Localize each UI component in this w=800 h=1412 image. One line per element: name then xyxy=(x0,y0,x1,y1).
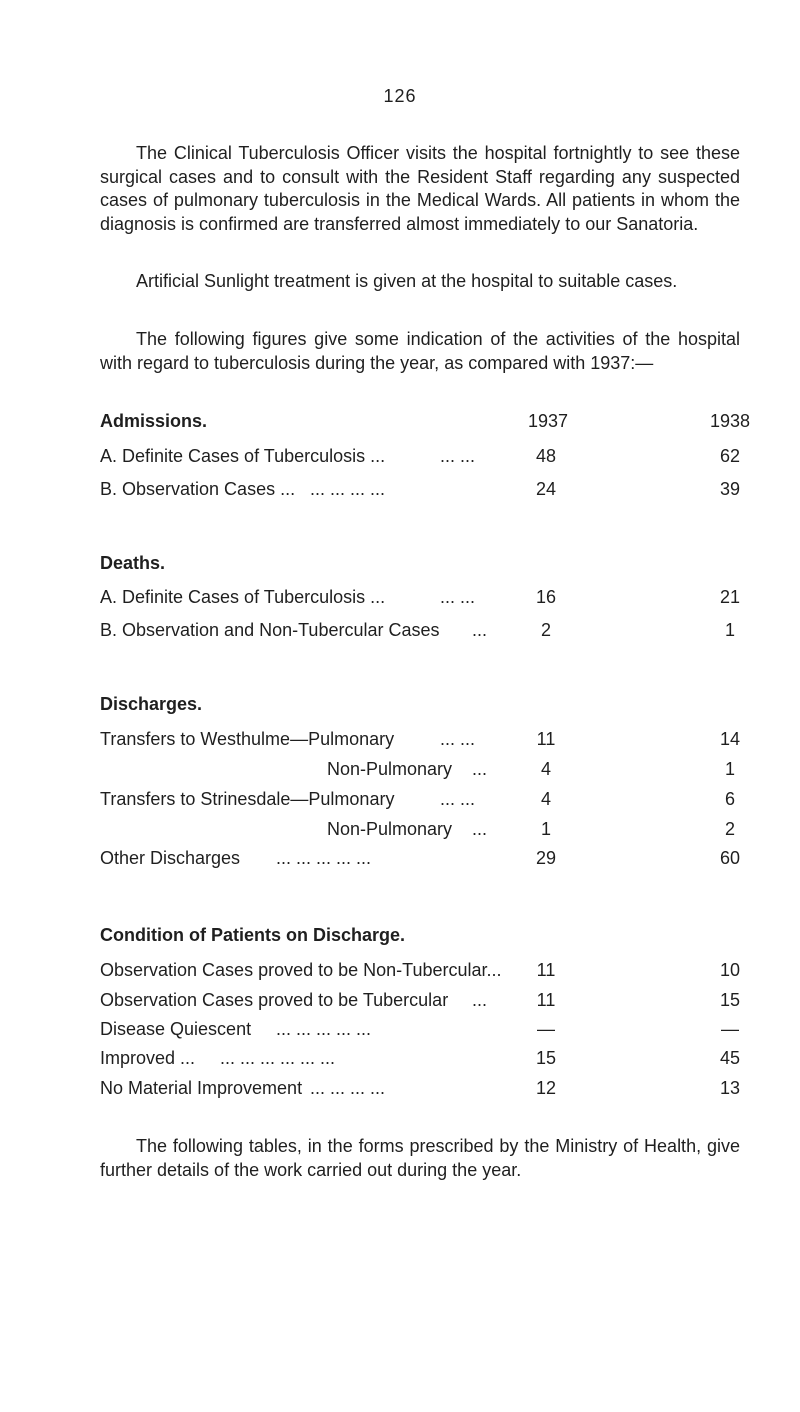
leader-dots: ... ... ... ... ... xyxy=(276,1019,372,1039)
leader-dots: ... ... ... ... xyxy=(310,1078,386,1098)
page-number: 126 xyxy=(383,86,417,106)
condition-row xyxy=(100,1048,760,1072)
value-1938: 60 xyxy=(719,848,741,868)
row-label: Disease Quiescent xyxy=(100,1019,252,1039)
value-1937: 1 xyxy=(540,819,551,839)
deaths-heading: Deaths. xyxy=(100,553,166,573)
value-1937: 24 xyxy=(535,479,557,499)
condition-heading: Condition of Patients on Discharge. xyxy=(100,925,406,945)
paragraph-following-tables: The following tables, in the forms prescribed by the Ministry of Health, give further details of the work carried out during the year. xyxy=(100,1136,740,1180)
paragraph-clinical-officer: The Clinical Tuberculosis Officer visits the hospital fortnightly to see these surgical cases and to consult with the Resident Staff regarding any suspected cases of pulmonary tuberculosis in the Medical Wards. All patients in whom the diagnosis is confirmed are transferred almost immediately to our Sanatoria. xyxy=(100,143,740,234)
value-1938: 21 xyxy=(719,587,741,607)
year-1937-header: 1937 xyxy=(527,411,569,431)
value-1938: 39 xyxy=(719,479,741,499)
value-1937: 11 xyxy=(536,990,556,1010)
leader-dots: ... xyxy=(472,620,488,640)
row-label: B. Observation Cases ... xyxy=(100,479,296,499)
value-1938: 45 xyxy=(719,1048,741,1068)
row-label: No Material Improvement xyxy=(100,1078,303,1098)
value-1938: 13 xyxy=(719,1078,741,1098)
leader-dots: ... xyxy=(472,819,488,839)
paragraph-artificial-sunlight: Artificial Sunlight treatment is given at the hospital to suitable cases. xyxy=(136,271,678,291)
leader-dots: ... ... xyxy=(440,729,476,749)
row-label: B. Observation and Non-Tubercular Cases xyxy=(100,620,440,640)
value-1937: — xyxy=(537,1019,555,1039)
leader-dots: ... xyxy=(472,759,488,779)
value-1937: 2 xyxy=(540,620,551,640)
row-label: A. Definite Cases of Tuberculosis ... xyxy=(100,587,386,607)
value-1937: 12 xyxy=(535,1078,557,1098)
discharges-row xyxy=(100,729,760,753)
leader-dots: ... ... ... ... xyxy=(310,479,386,499)
leader-dots: ... ... ... ... ... xyxy=(276,848,372,868)
value-1937: 15 xyxy=(535,1048,557,1068)
row-label: Observation Cases proved to be Tubercular xyxy=(100,990,449,1010)
admissions-row xyxy=(100,479,760,503)
value-1938: 10 xyxy=(719,960,741,980)
leader-dots: ... ... ... ... ... ... xyxy=(220,1048,336,1068)
leader-dots: ... xyxy=(472,990,488,1010)
value-1938: 15 xyxy=(719,990,741,1010)
value-1938: — xyxy=(721,1019,739,1039)
leader-dots: ... ... xyxy=(440,789,476,809)
value-1937: 16 xyxy=(535,587,557,607)
row-label: Transfers to Strinesdale—Pulmonary xyxy=(100,789,395,809)
paragraph-following-figures: The following figures give some indication of the activities of the hospital with regard to tuberculosis during the year, as compared with 1937:— xyxy=(100,329,740,373)
discharges-row xyxy=(100,789,760,813)
discharges-heading: Discharges. xyxy=(100,694,203,714)
value-1937: 11 xyxy=(536,960,556,980)
row-label: Non-Pulmonary xyxy=(327,759,453,779)
value-1937: 29 xyxy=(535,848,557,868)
leader-dots: ... ... xyxy=(440,587,476,607)
row-label: Improved ... xyxy=(100,1048,196,1068)
deaths-row xyxy=(100,620,760,644)
condition-row xyxy=(100,1019,760,1043)
row-label: Non-Pulmonary xyxy=(327,819,453,839)
admissions-heading: Admissions. xyxy=(100,411,208,431)
value-1938: 2 xyxy=(724,819,735,839)
value-1937: 4 xyxy=(540,759,551,779)
value-1938: 14 xyxy=(719,729,741,749)
value-1937: 11 xyxy=(536,729,556,749)
year-1938-header: 1938 xyxy=(709,411,751,431)
value-1938: 62 xyxy=(719,446,741,466)
row-label: Transfers to Westhulme—Pulmonary xyxy=(100,729,395,749)
value-1937: 48 xyxy=(535,446,557,466)
row-label: Other Discharges xyxy=(100,848,241,868)
discharges-row xyxy=(100,759,760,783)
value-1938: 6 xyxy=(724,789,735,809)
discharges-row xyxy=(100,819,760,843)
condition-row xyxy=(100,960,760,984)
deaths-row xyxy=(100,587,760,611)
value-1937: 4 xyxy=(540,789,551,809)
condition-row xyxy=(100,990,760,1014)
row-label: A. Definite Cases of Tuberculosis ... xyxy=(100,446,386,466)
value-1938: 1 xyxy=(724,620,735,640)
value-1938: 1 xyxy=(724,759,735,779)
admissions-row xyxy=(100,446,760,470)
leader-dots: ... ... xyxy=(440,446,476,466)
condition-row xyxy=(100,1078,760,1102)
discharges-row xyxy=(100,848,760,872)
row-label: Observation Cases proved to be Non-Tubercular... xyxy=(100,960,502,980)
